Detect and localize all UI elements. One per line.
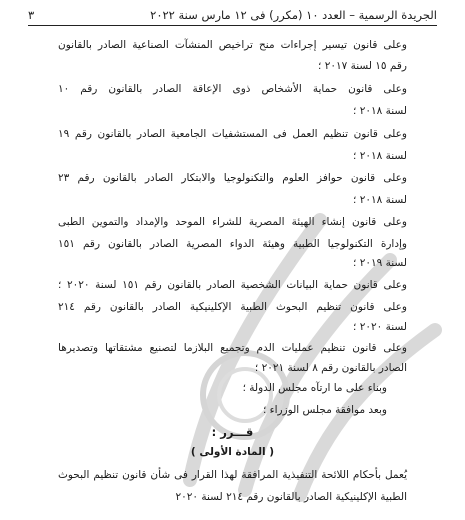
body-line: وعلى قانون تنظيم البحوث الطبية الإكلينيكية الصادر بالقانون رقم ٢١٤ <box>58 301 407 313</box>
body-line: لسنة ٢٠٢٠ ؛ <box>353 321 407 333</box>
page-header <box>28 6 437 24</box>
body-line: وبعد موافقة مجلس الوزراء ؛ <box>263 404 387 416</box>
body-line: وعلى قانون حوافز العلوم والتكنولوجيا والابتكار الصادر بالقانون رقم ٢٣ <box>58 172 407 184</box>
body-line: وعلى قانون حماية البيانات الشخصية الصادر بالقانون رقم ١٥١ لسنة ٢٠٢٠ ؛ <box>58 279 408 291</box>
body-line: لسنة ٢٠١٩ ؛ <box>353 257 407 269</box>
body-line: وعلى قانون إنشاء الهيئة المصرية للشراء الموحد والإمداد والتموين الطبى <box>58 216 407 228</box>
body-line: لسنة ٢٠١٨ ؛ <box>353 150 407 162</box>
gazette-title: الجريدة الرسمية – العدد ١٠ (مكرر) فى ١٢ مارس سنة ٢٠٢٢ <box>150 8 437 22</box>
page-number: ٣ <box>28 8 35 22</box>
article-heading: ( المادة الأولى ) <box>190 446 275 458</box>
header-divider <box>28 25 437 26</box>
body-line: وبناء على ما ارتآه مجلس الدولة ؛ <box>242 382 387 394</box>
body-line: رقم ١٥ لسنة ٢٠١٧ ؛ <box>318 60 407 72</box>
body-line: وعلى قانون تنظيم العمل فى المستشفيات الجامعية الصادر بالقانون رقم ١٩ <box>58 128 407 140</box>
article-line: يُعمل بأحكام اللائحة التنفيذية المرافقة لهذا القرار فى شأن قانون تنظيم البحوث <box>58 469 407 481</box>
body-line: لسنة ٢٠١٨ ؛ <box>353 105 407 117</box>
body-line: الصادر بالقانون رقم ٨ لسنة ٢٠٢١ ؛ <box>254 362 407 374</box>
body-line: وعلى قانون حماية الأشخاص ذوى الإعاقة الصادر بالقانون رقم ١٠ <box>58 83 407 95</box>
body-line: لسنة ٢٠١٨ ؛ <box>353 194 407 206</box>
article-line: الطبية الإكلينيكية الصادر بالقانون رقم ٢١٤ لسنة ٢٠٢٠ <box>175 491 407 503</box>
decree-heading: قـــرر : <box>211 425 254 439</box>
body-line: وعلى قانون تيسير إجراءات منح تراخيص المنشآت الصناعية الصادر بالقانون <box>58 39 407 51</box>
body-line: وعلى قانون تنظيم عمليات الدم وتجميع البلازما لتصنيع مشتقاتها وتصديرها <box>58 342 407 354</box>
body-line: وإدارة التكنولوجيا الطبية وهيئة الدواء المصرية الصادر بالقانون رقم ١٥١ <box>58 238 407 250</box>
